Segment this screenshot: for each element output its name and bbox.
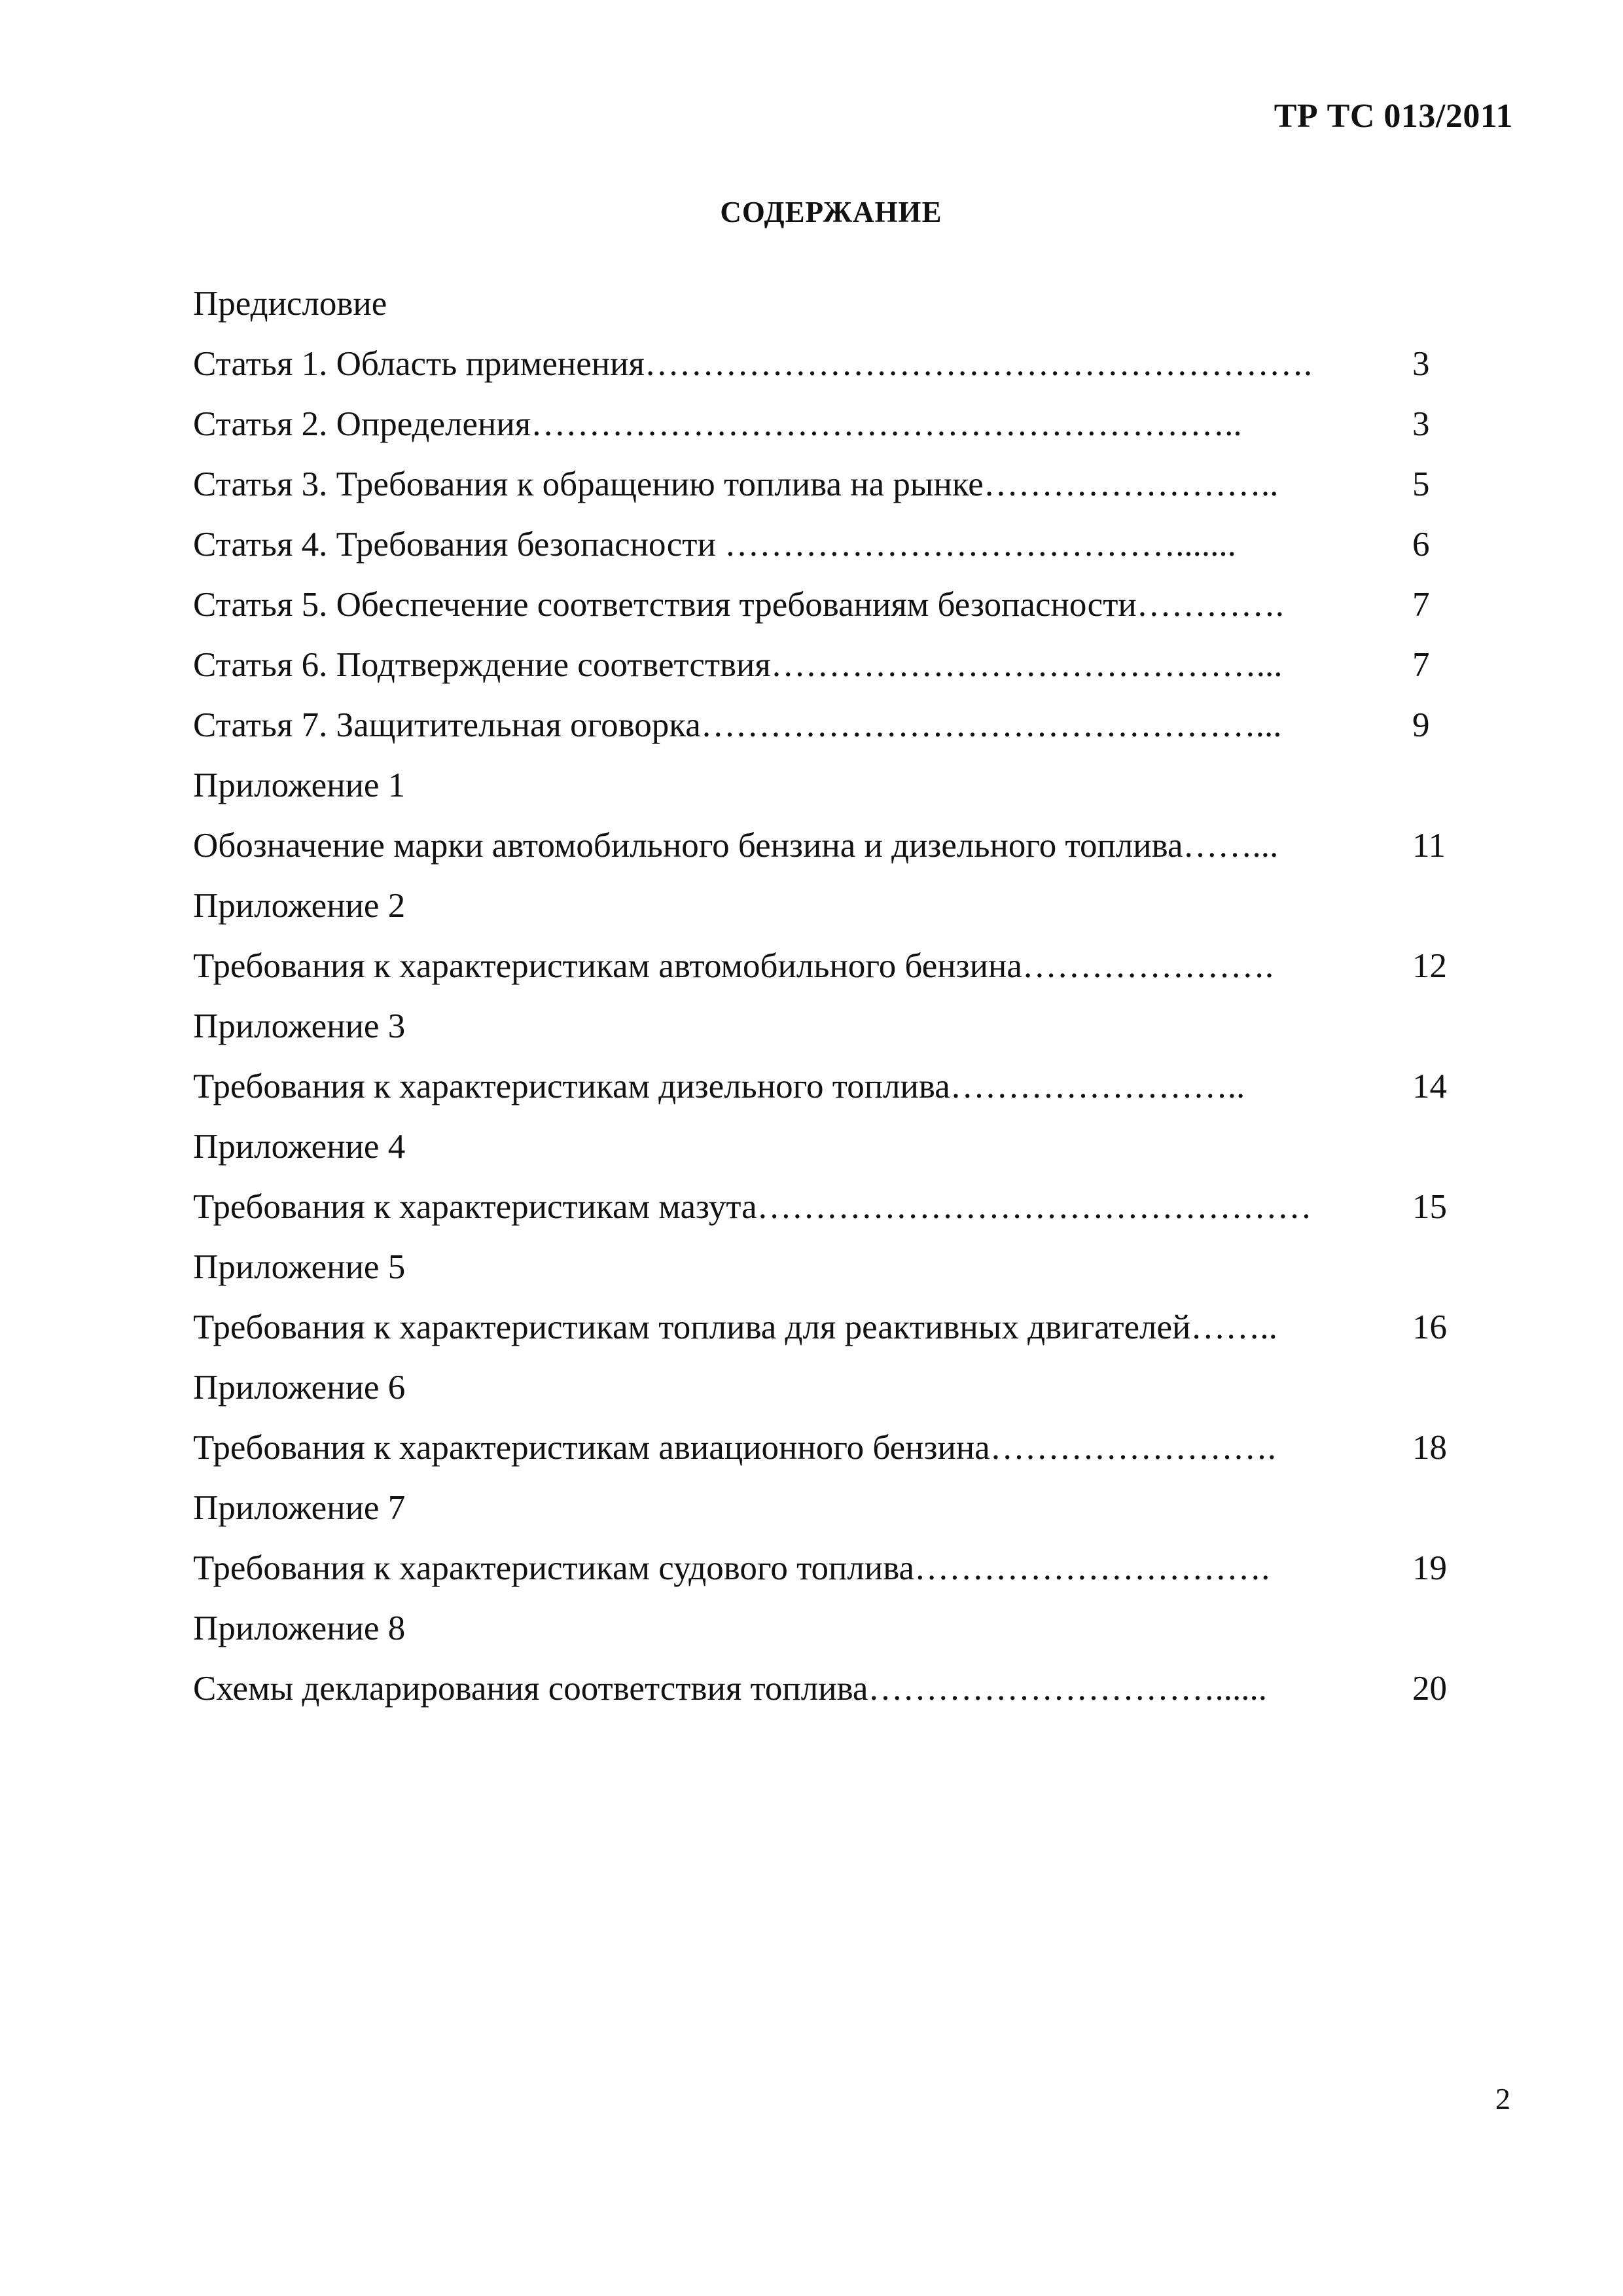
toc-line[interactable] (193, 1007, 1453, 1067)
toc-line[interactable] (193, 525, 1453, 585)
toc-entry-text: Приложение 2 (193, 887, 406, 925)
toc-line[interactable] (193, 1609, 1453, 1669)
toc-line[interactable] (193, 826, 1453, 886)
toc-line[interactable] (193, 1067, 1453, 1127)
toc-entry-page: 5 (1412, 465, 1430, 503)
toc-line[interactable] (193, 706, 1453, 766)
toc-line[interactable] (193, 465, 1453, 525)
toc-entry-text: Приложение 6 (193, 1369, 406, 1407)
toc-entry-text: Требования к характеристикам топлива для реактивных двигателей…….. (193, 1308, 1277, 1346)
toc-line[interactable] (193, 1669, 1453, 1729)
toc-line[interactable] (193, 1368, 1453, 1428)
toc-entry-page: 14 (1412, 1067, 1447, 1105)
toc-entry-page: 20 (1412, 1670, 1447, 1708)
toc-line[interactable] (193, 404, 1453, 465)
toc-entry-page: 7 (1412, 586, 1430, 624)
toc-entry-text: Статья 4. Требования безопасности …………………………………....... (193, 526, 1236, 564)
toc-line[interactable] (193, 585, 1453, 645)
toc-entry-text: Приложение 5 (193, 1248, 406, 1286)
toc-entry-text: Требования к характеристикам авиационного бензина……………………. (193, 1429, 1276, 1467)
toc-title: СОДЕРЖАНИЕ (720, 196, 942, 228)
toc-entry-page: 6 (1412, 526, 1430, 564)
toc-line[interactable] (193, 886, 1453, 946)
page-number: 2 (1495, 2082, 1510, 2115)
toc-line[interactable] (193, 766, 1453, 826)
toc-entry-text: Статья 6. Подтверждение соответствия……………………………………... (193, 646, 1283, 684)
toc-entry-page: 16 (1412, 1308, 1447, 1346)
toc-entry-text: Приложение 4 (193, 1128, 406, 1166)
toc-entry-page: 19 (1412, 1549, 1447, 1587)
toc-line[interactable] (193, 1308, 1453, 1368)
toc-entry-text: Статья 5. Обеспечение соответствия требованиям безопасности…………. (193, 586, 1284, 624)
toc-entry-text: Требования к характеристикам мазута………………………………………… (193, 1188, 1312, 1226)
toc-entry-text: Обозначение марки автомобильного бензина и дизельного топлива……... (193, 827, 1279, 865)
toc-entry-text: Статья 2. Определения…………………………………………………….. (193, 405, 1242, 443)
toc-entry-page: 18 (1412, 1429, 1447, 1467)
toc-entry-page: 15 (1412, 1188, 1447, 1226)
toc-entry-text: Требования к характеристикам дизельного топлива…………………….. (193, 1067, 1245, 1105)
toc-entry-text: Приложение 1 (193, 766, 406, 804)
toc-entry-text: Предисловие (193, 285, 387, 323)
toc-line[interactable] (193, 1488, 1453, 1549)
table-of-contents (193, 284, 1453, 1729)
toc-line[interactable] (193, 946, 1453, 1007)
toc-entry-page: 7 (1412, 646, 1430, 684)
toc-line[interactable] (193, 645, 1453, 706)
toc-entry-text: Статья 1. Область применения…………………………………………………. (193, 345, 1313, 383)
toc-entry-text: Приложение 3 (193, 1007, 406, 1045)
toc-entry-page: 3 (1412, 345, 1430, 383)
toc-line[interactable] (193, 284, 1453, 344)
toc-entry-page: 9 (1412, 706, 1430, 744)
toc-line[interactable] (193, 344, 1453, 404)
toc-entry-text: Требования к характеристикам автомобильного бензина…………………. (193, 947, 1274, 985)
toc-line[interactable] (193, 1428, 1453, 1488)
toc-entry-text: Статья 3. Требования к обращению топлива на рынке…………………….. (193, 465, 1279, 503)
toc-entry-text: Требования к характеристикам судового топлива…………………………. (193, 1549, 1270, 1587)
document-code: ТР ТС 013/2011 (1274, 98, 1513, 135)
toc-entry-page: 3 (1412, 405, 1430, 443)
toc-line[interactable] (193, 1187, 1453, 1247)
toc-entry-page: 11 (1412, 827, 1446, 865)
toc-line[interactable] (193, 1247, 1453, 1308)
toc-line[interactable] (193, 1549, 1453, 1609)
toc-entry-text: Приложение 8 (193, 1609, 406, 1647)
toc-entry-text: Статья 7. Защитительная оговорка…………………………………………... (193, 706, 1282, 744)
toc-entry-text: Схемы декларирования соответствия топлива…………………………...... (193, 1670, 1267, 1708)
toc-line[interactable] (193, 1127, 1453, 1187)
toc-entry-text: Приложение 7 (193, 1489, 406, 1527)
toc-entry-page: 12 (1412, 947, 1447, 985)
